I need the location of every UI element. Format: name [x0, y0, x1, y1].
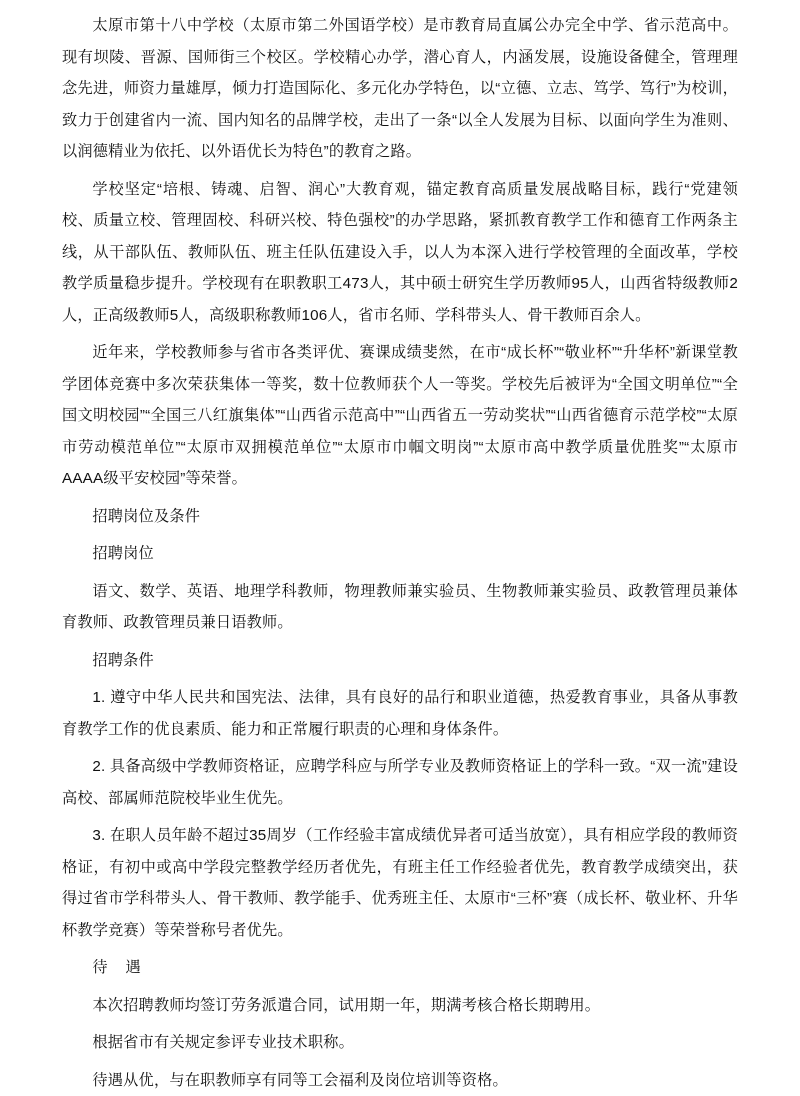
- paragraph-school-honors: 近年来，学校教师参与省市各类评优、赛课成绩斐然，在市“成长杯”“敬业杯”“升华杯”新课堂教学团体竞赛中多次荣获集体一等奖，数十位教师获个人一等奖。学校先后被评为“全国文明单位”“全国文明校园”“全国三八红旗集体”“山西省示范高中”“山西省五一劳动奖状”“山西省德育示范学校”“太原市劳动模范单位”“太原市双拥模范单位”“太原市巾帼文明岗”“太原市高中教学质量优胜奖”“太原市AAAA级平安校园”等荣誉。: [62, 337, 738, 495]
- paragraph-treatment-1: 本次招聘教师均签订劳务派遣合同，试用期一年，期满考核合格长期聘用。: [62, 990, 738, 1022]
- heading-treatment: 待 遇: [62, 952, 738, 984]
- paragraph-school-philosophy: 学校坚定“培根、铸魂、启智、润心”大教育观，锚定教育高质量发展战略目标，践行“党建领校、质量立校、管理固校、科研兴校、特色强校”的办学思路，紧抓教育教学工作和德育工作两条主线，从干部队伍、教师队伍、班主任队伍建设入手，以人为本深入进行学校管理的全面改革，学校教学质量稳步提升。学校现有在职教职工473人，其中硕士研究生学历教师95人，山西省特级教师2人，正高级教师5人，高级职称教师106人，省市名师、学科带头人、骨干教师百余人。: [62, 174, 738, 332]
- paragraph-school-intro: 太原市第十八中学校（太原市第二外国语学校）是市教育局直属公办完全中学、省示范高中。现有坝陵、晋源、国师街三个校区。学校精心办学，潜心育人，内涵发展，设施设备健全，管理理念先进，师资力量雄厚，倾力打造国际化、多元化办学特色，以“立德、立志、笃学、笃行”为校训，致力于创建省内一流、国内知名的品牌学校，走出了一条“以全人发展为目标、以面向学生为准则、以润德精业为依托、以外语优长为特色”的教育之路。: [62, 10, 738, 168]
- heading-conditions: 招聘条件: [62, 645, 738, 677]
- paragraph-condition-3: 3. 在职人员年龄不超过35周岁（工作经验丰富成绩优异者可适当放宽），具有相应学段的教师资格证，有初中或高中学段完整教学经历者优先，有班主任工作经验者优先，教育教学成绩突出，获得过省市学科带头人、骨干教师、教学能手、优秀班主任、太原市“三杯”赛（成长杯、敬业杯、升华杯教学竞赛）等荣誉称号者优先。: [62, 820, 738, 946]
- paragraph-treatment-2: 根据省市有关规定参评专业技术职称。: [62, 1027, 738, 1059]
- paragraph-treatment-3: 待遇从优，与在职教师享有同等工会福利及岗位培训等资格。: [62, 1065, 738, 1096]
- heading-positions-conditions: 招聘岗位及条件: [62, 501, 738, 533]
- paragraph-condition-2: 2. 具备高级中学教师资格证，应聘学科应与所学专业及教师资格证上的学科一致。“双一流”建设高校、部属师范院校毕业生优先。: [62, 751, 738, 814]
- paragraph-positions-list: 语文、数学、英语、地理学科教师，物理教师兼实验员、生物教师兼实验员、政教管理员兼体育教师、政教管理员兼日语教师。: [62, 576, 738, 639]
- paragraph-condition-1: 1. 遵守中华人民共和国宪法、法律，具有良好的品行和职业道德，热爱教育事业，具备从事教育教学工作的优良素质、能力和正常履行职责的心理和身体条件。: [62, 682, 738, 745]
- heading-positions: 招聘岗位: [62, 538, 738, 570]
